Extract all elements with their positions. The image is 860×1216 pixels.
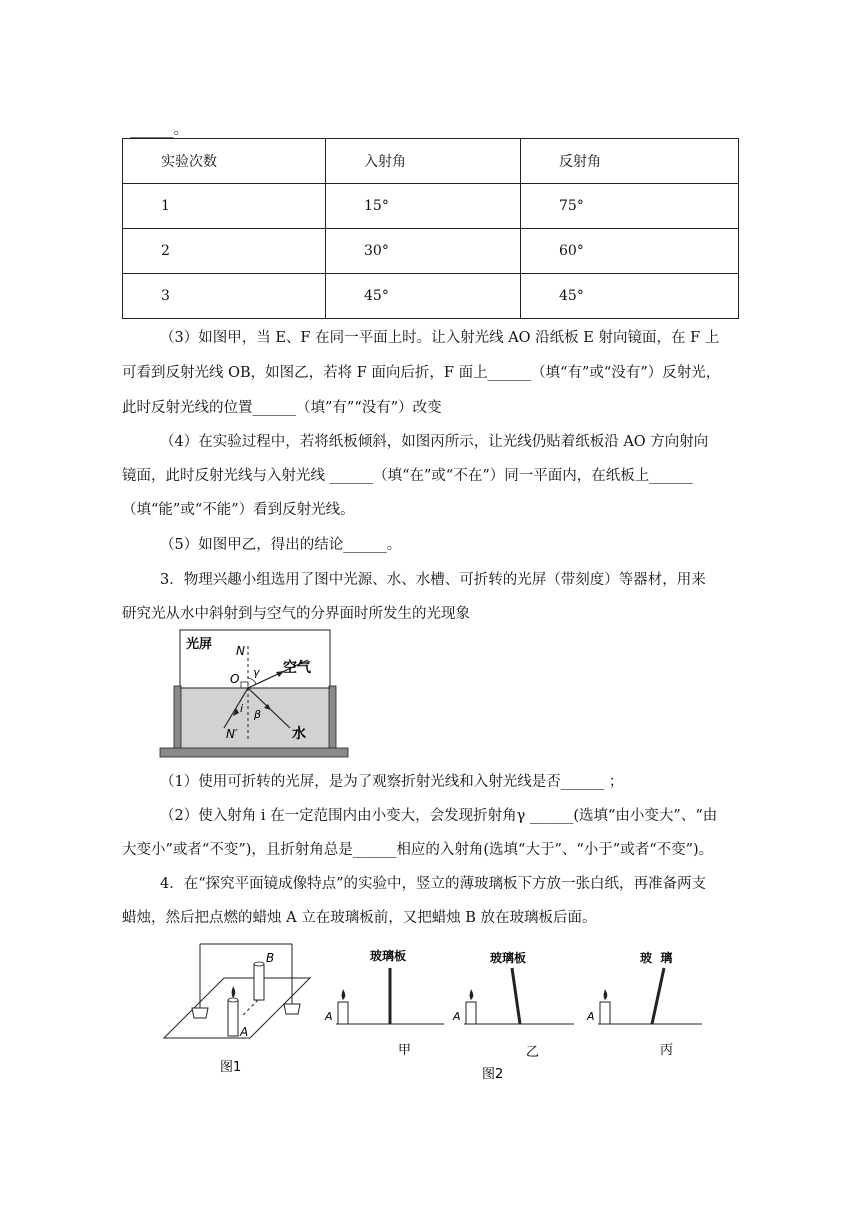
water-label: 水 xyxy=(292,726,306,742)
q2-part4-line3: （填“能”或“不能”）看到反射光线。 xyxy=(122,502,355,518)
q4-line2: 蜡烛，然后把点燃的蜡烛 A 立在玻璃板前，又把蜡烛 B 放在玻璃板后面。 xyxy=(122,910,597,926)
right-stand xyxy=(284,1004,300,1014)
table-row xyxy=(123,229,739,274)
q2-part3-line3: 此时反射光线的位置______（填”有”“没有”）改变 xyxy=(122,400,442,416)
table-cell: 2 xyxy=(123,229,326,274)
yi-caption: 乙 xyxy=(526,1045,540,1060)
left-stand xyxy=(192,1008,208,1018)
q3-part2-line2: 大变小”或者“不变”)，且折射角总是______相应的入射角(选填“大于”、“小于”或者“不变”)。 xyxy=(122,842,714,858)
yi-flame xyxy=(470,989,474,1000)
tank-right-wall xyxy=(329,686,336,750)
answer-blank: ______。 xyxy=(130,122,188,138)
screen-label: 光屏 xyxy=(186,637,213,652)
normal-N-prime-label: N′ xyxy=(226,727,238,741)
air-label: 空气 xyxy=(283,660,311,676)
yi-glass-plate xyxy=(512,968,520,1024)
bing-glass-label: 玻 璃 xyxy=(640,951,673,965)
table-cell: 45° xyxy=(521,274,739,319)
candle-B xyxy=(254,964,264,1000)
candle-A-top xyxy=(228,998,238,1002)
yi-glass-label: 玻璃板 xyxy=(490,951,527,965)
bing-A-label: A xyxy=(587,1010,595,1023)
normal-N-label: N xyxy=(236,644,245,658)
table-cell: 1 xyxy=(123,184,326,229)
q2-part5: （5）如图甲乙，得出的结论______。 xyxy=(160,537,402,553)
candle-B-label: B xyxy=(266,951,275,965)
q2-part4-line2: 镜面，此时反射光线与入射光线 ______（填“在”或“不在”）同一平面内，在纸板上______ xyxy=(122,468,693,484)
table-header: 入射角 xyxy=(326,139,521,184)
table-cell: 60° xyxy=(521,229,739,274)
jia-candle xyxy=(338,1002,348,1024)
bing-candle xyxy=(600,1002,610,1024)
jia-flame xyxy=(342,989,346,1000)
candle-A-label: A xyxy=(240,1025,249,1039)
table-cell: 30° xyxy=(326,229,521,274)
experiment-table xyxy=(122,138,739,319)
table-header-row xyxy=(123,139,739,184)
beta-label: β xyxy=(254,708,262,721)
table-cell: 75° xyxy=(521,184,739,229)
q3-part2-line1: （2）使入射角 i 在一定范围内由小变大，会发现折射角γ ______(选填“由小变大”、“由 xyxy=(160,808,718,824)
table-cell: 45° xyxy=(326,274,521,319)
q2-part4-line1: （4）在实验过程中，若将纸板倾斜，如图丙所示，让光线仍贴着纸板沿 AO 方向射向 xyxy=(160,434,709,450)
figure-1-caption: 图1 xyxy=(220,1060,242,1075)
q2-part3-line1: （3）如图甲，当 E、F 在同一平面上时。让入射光线 AO 沿纸板 E 射向镜面，在 F 上 xyxy=(160,330,720,346)
tank-left-wall xyxy=(174,686,181,750)
refraction-figure xyxy=(158,628,352,762)
point-O-label: O xyxy=(230,672,240,686)
table-cell: 3 xyxy=(123,274,326,319)
q3-line1: 3．物理兴趣小组选用了图中光源、水、水槽、可折转的光屏（带刻度）等器材，用来 xyxy=(160,572,706,588)
candle-A xyxy=(228,1000,238,1036)
jia-caption: 甲 xyxy=(398,1043,412,1058)
i-label: i xyxy=(240,702,244,715)
q4-line1: 4．在“探究平面镜成像特点”的实验中，竖立的薄玻璃板下方放一张白纸，再准备两支 xyxy=(160,876,707,892)
mirror-figure-1 xyxy=(160,938,320,1078)
jia-glass-label: 玻璃板 xyxy=(370,949,407,963)
tank-base xyxy=(160,748,348,757)
bing-caption: 丙 xyxy=(660,1043,674,1058)
yi-A-label: A xyxy=(453,1010,461,1023)
table-row xyxy=(123,274,739,319)
mirror-figure-2 xyxy=(320,940,706,1084)
table-header: 实验次数 xyxy=(123,139,326,184)
bing-flame xyxy=(604,989,608,1000)
jia-A-label: A xyxy=(325,1010,333,1023)
candle-B-top xyxy=(254,962,264,966)
table-row xyxy=(123,184,739,229)
table-header: 反射角 xyxy=(521,139,739,184)
gamma-label: γ xyxy=(253,666,260,679)
yi-candle xyxy=(466,1002,476,1024)
bing-glass-plate xyxy=(652,968,664,1024)
figure-2-caption: 图2 xyxy=(482,1067,504,1082)
q2-part3-line2: 可看到反射光线 OB，如图乙，若将 F 面向后折，F 面上______（填“有”或“没有”）反射光， xyxy=(122,365,721,381)
q3-part1: （1）使用可折转的光屏，是为了观察折射光线和入射光线是否______ ； xyxy=(160,774,624,790)
table-cell: 15° xyxy=(326,184,521,229)
q3-line2: 研究光从水中斜射到与空气的分界面时所发生的光现象 xyxy=(122,606,470,622)
